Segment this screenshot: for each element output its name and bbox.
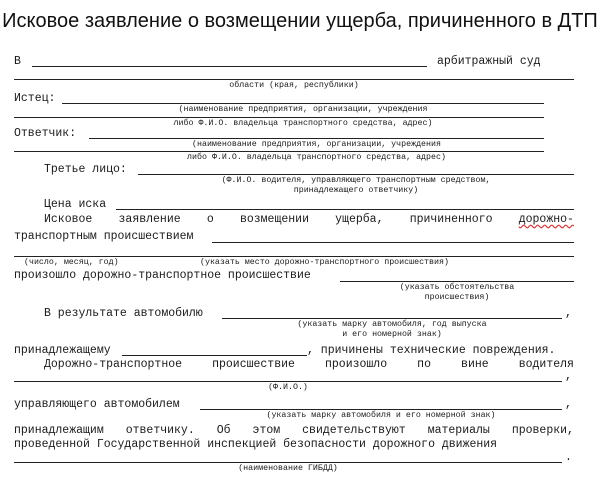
word: Исковое bbox=[44, 213, 93, 226]
word: заявление bbox=[118, 213, 181, 226]
plaintiff-label: Истец: bbox=[14, 92, 56, 105]
claim-price-label: Цена иска bbox=[44, 198, 107, 211]
word: водителя bbox=[518, 358, 574, 371]
claim-price-input-line[interactable] bbox=[116, 209, 574, 210]
driver-name-input-line[interactable] bbox=[14, 381, 562, 382]
gibdd-input-line[interactable] bbox=[14, 462, 562, 463]
word: по bbox=[417, 358, 431, 371]
word: вине bbox=[461, 358, 489, 371]
word: этом bbox=[252, 424, 281, 437]
third-party-hint-2: принадлежащего ответчику) bbox=[293, 186, 419, 195]
plaintiff-hint-1: (наименование предприятия, организации, учреждения bbox=[178, 105, 428, 114]
third-party-label: Третье лицо: bbox=[44, 163, 127, 176]
circumstances-input-line[interactable] bbox=[340, 281, 574, 282]
date-hint: (число, месяц, год) bbox=[24, 258, 119, 267]
evidence-line-1 bbox=[14, 424, 574, 437]
plaintiff-input-line[interactable] bbox=[62, 103, 544, 104]
court-prefix: В bbox=[14, 55, 21, 68]
defendant-input-line[interactable] bbox=[89, 138, 544, 139]
third-party-hint-1: (Ф.И.О. водителя, управляющего транспортным средством, bbox=[221, 176, 491, 185]
intro-input-line[interactable] bbox=[212, 242, 574, 243]
intro-line-1 bbox=[44, 213, 574, 226]
car-hint-3: (указать марку автомобиля и его номерной знак) bbox=[266, 411, 496, 420]
document-title: Исковое заявление о возмещении ущерба, причиненного в ДТП bbox=[2, 10, 598, 32]
word: свидетельствуют bbox=[302, 424, 406, 437]
word: Дорожно-транспортное bbox=[44, 358, 183, 371]
owner-input-line[interactable] bbox=[122, 355, 307, 356]
word: о bbox=[206, 213, 214, 226]
driven-car-input-line[interactable] bbox=[200, 409, 562, 410]
third-party-input-line[interactable] bbox=[138, 174, 574, 175]
word-spellcheck: дорожно- bbox=[518, 213, 574, 226]
driving-text: управляющего автомобилем bbox=[14, 398, 180, 411]
final-dot: . bbox=[565, 451, 572, 464]
comma-3: , bbox=[565, 398, 572, 411]
occurred-text: произошло дорожно-транспортное происшествие bbox=[14, 269, 311, 282]
circumstances-hint-1: (указать обстоятельства bbox=[399, 283, 515, 292]
fio-hint: (Ф.И.О.) bbox=[268, 383, 308, 392]
intro-line-2: транспортным происшествием bbox=[14, 230, 194, 243]
damage-text: , причинены технические повреждения. bbox=[307, 344, 556, 357]
plaintiff-address-line[interactable] bbox=[14, 117, 544, 118]
word: ущерба, bbox=[335, 213, 384, 226]
result-text: В результате автомобилю bbox=[44, 307, 203, 320]
word: ответчику. bbox=[125, 424, 195, 437]
word: Об bbox=[216, 424, 231, 437]
court-input-line[interactable] bbox=[32, 66, 427, 67]
word: произошло bbox=[324, 358, 388, 371]
court-suffix: арбитражный суд bbox=[437, 55, 541, 68]
word: принадлежащим bbox=[14, 424, 104, 437]
defendant-hint-2: либо Ф.И.О. владельца транспортного средства, адрес) bbox=[187, 153, 446, 162]
circumstances-hint-2: происшествия) bbox=[424, 293, 490, 302]
belonging-text: принадлежащему bbox=[14, 344, 111, 357]
gibdd-hint: (наименование ГИБДД) bbox=[238, 464, 338, 473]
place-hint: (указать место дорожно-транспортного происшествия) bbox=[200, 258, 449, 267]
comma-1: , bbox=[565, 307, 572, 320]
date-place-input-line[interactable] bbox=[14, 256, 574, 257]
evidence-line-2: проведенной Государственной инспекцией безопасности дорожного движения bbox=[14, 438, 498, 451]
word: материалы bbox=[427, 424, 490, 437]
car-input-line[interactable] bbox=[222, 318, 562, 319]
word: проверки, bbox=[511, 424, 574, 437]
car-hint-1: (указать марку автомобиля, год выпуска bbox=[297, 320, 487, 329]
region-hint: области (края, республики) bbox=[229, 81, 359, 90]
fault-line bbox=[44, 358, 574, 371]
car-hint-2: и его номерной знак) bbox=[342, 330, 442, 339]
word: происшествие bbox=[212, 358, 295, 371]
defendant-hint-1: (наименование предприятия, организации, учреждения bbox=[192, 140, 441, 149]
word: возмещении bbox=[239, 213, 309, 226]
plaintiff-hint-2: либо Ф.И.О. владельца транспортного средства, адрес) bbox=[173, 119, 433, 128]
comma-2: , bbox=[565, 370, 572, 383]
defendant-label: Ответчик: bbox=[14, 127, 77, 140]
word: причиненного bbox=[409, 213, 493, 226]
region-input-line[interactable] bbox=[14, 79, 574, 80]
defendant-address-line[interactable] bbox=[14, 151, 544, 152]
